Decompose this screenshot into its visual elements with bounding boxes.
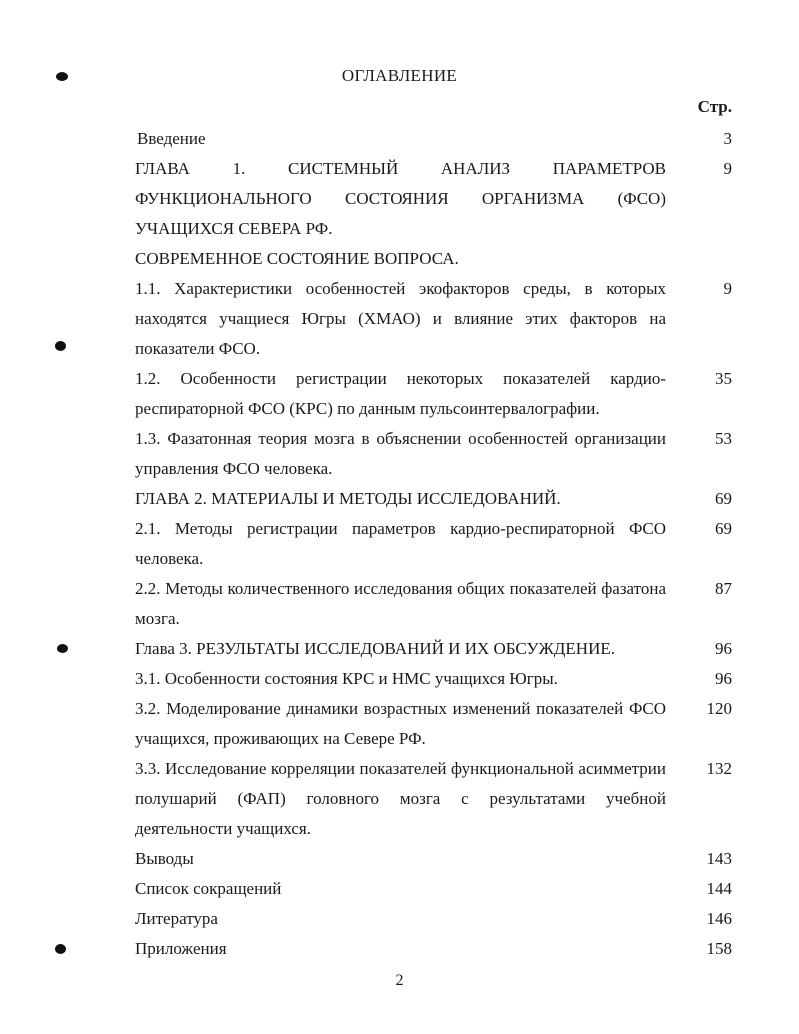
toc-entry-page: 146 [706,909,732,928]
toc-entry-appendices[interactable] [135,934,732,964]
toc-entry-page: 35 [715,369,732,388]
scan-blot [56,72,68,81]
toc-entry-page: 96 [715,639,732,658]
toc-entry-chapter-2[interactable] [135,484,732,514]
toc-entry-text: 1.2. Особенности регистрации некоторых показателей кардио-респираторной ФСО (КРС) по данным пульсоинтервалографии. [135,369,666,418]
toc-entry-page: 143 [706,849,732,868]
toc-entry-text: ГЛАВА 2. МАТЕРИАЛЫ И МЕТОДЫ ИССЛЕДОВАНИЙ. [135,489,561,508]
toc-entry-2-2[interactable] [135,574,732,634]
toc-entry-page: 69 [715,489,732,508]
toc-entry-text: СОВРЕМЕННОЕ СОСТОЯНИЕ ВОПРОСА. [135,249,459,268]
toc-entry-literature[interactable] [135,904,732,934]
toc-entry-3-3[interactable] [135,754,732,844]
toc-entry-page: 120 [706,699,732,718]
table-of-contents [135,124,732,964]
toc-entry-text: Список сокращений [135,879,282,898]
toc-entry-chapter-1[interactable] [135,154,732,244]
page-column-label: Стр. [697,97,732,116]
toc-entry-text: Глава 3. РЕЗУЛЬТАТЫ ИССЛЕДОВАНИЙ И ИХ ОБСУЖДЕНИЕ. [135,639,615,658]
scan-blot [55,944,66,954]
toc-entry-page: 9 [723,279,732,298]
toc-entry-page: 3 [723,129,732,148]
toc-entry-text: 3.2. Моделирование динамики возрастных изменений показателей ФСО учащихся, проживающих на Севере РФ. [135,699,666,748]
toc-entry-text: Приложения [135,939,227,958]
page-title: ОГЛАВЛЕНИЕ [341,66,458,85]
page-number: 2 [395,972,404,989]
toc-entry-page: 144 [706,879,732,898]
toc-entry-1-2[interactable] [135,364,732,424]
toc-entry-text: Введение [137,129,206,148]
scan-blot [57,644,68,653]
toc-entry-text: 1.3. Фазатонная теория мозга в объяснении особенностей организации управления ФСО человека. [135,429,666,478]
toc-entry-page: 87 [715,579,732,598]
toc-entry-text: Литература [135,909,218,928]
toc-entry-text: Выводы [135,849,194,868]
toc-entry-page: 158 [706,939,732,958]
toc-entry-abbreviations[interactable] [135,874,732,904]
toc-entry-1-3[interactable] [135,424,732,484]
toc-entry-page: 9 [723,159,732,178]
scan-blot [55,341,66,351]
toc-entry-1-1[interactable] [135,274,732,364]
toc-entry-3-1[interactable] [135,664,732,694]
toc-entry-text: 3.3. Исследование корреляции показателей функциональной асимметрии полушарий (ФАП) головного мозга с результатами учебной деятельности учащихся. [135,759,666,838]
toc-entry-text: ГЛАВА 1. СИСТЕМНЫЙ АНАЛИЗ ПАРАМЕТРОВ ФУНКЦИОНАЛЬНОГО СОСТОЯНИЯ ОРГАНИЗМА (ФСО) УЧАЩИХСЯ СЕВЕРА РФ. [135,159,666,238]
toc-entry-page: 53 [715,429,732,448]
toc-entry-text: 2.2. Методы количественного исследования общих показателей фазатона мозга. [135,579,666,628]
toc-entry-3-2[interactable] [135,694,732,754]
toc-entry-text: 2.1. Методы регистрации параметров кардио-респираторной ФСО человека. [135,519,666,568]
toc-entry-introduction[interactable] [135,124,732,154]
toc-entry-page: 132 [706,759,732,778]
toc-entry-chapter-1-subtitle[interactable] [135,244,732,274]
toc-entry-2-1[interactable] [135,514,732,574]
toc-entry-chapter-3[interactable] [135,634,732,664]
toc-entry-text: 1.1. Характеристики особенностей экофакторов среды, в которых находятся учащиеся Югры (ХМАО) и влияние этих факторов на показатели ФСО. [135,279,666,358]
toc-entry-page: 69 [715,519,732,538]
toc-entry-text: 3.1. Особенности состояния КРС и НМС учащихся Югры. [135,669,558,688]
toc-entry-page: 96 [715,669,732,688]
toc-entry-conclusions[interactable] [135,844,732,874]
